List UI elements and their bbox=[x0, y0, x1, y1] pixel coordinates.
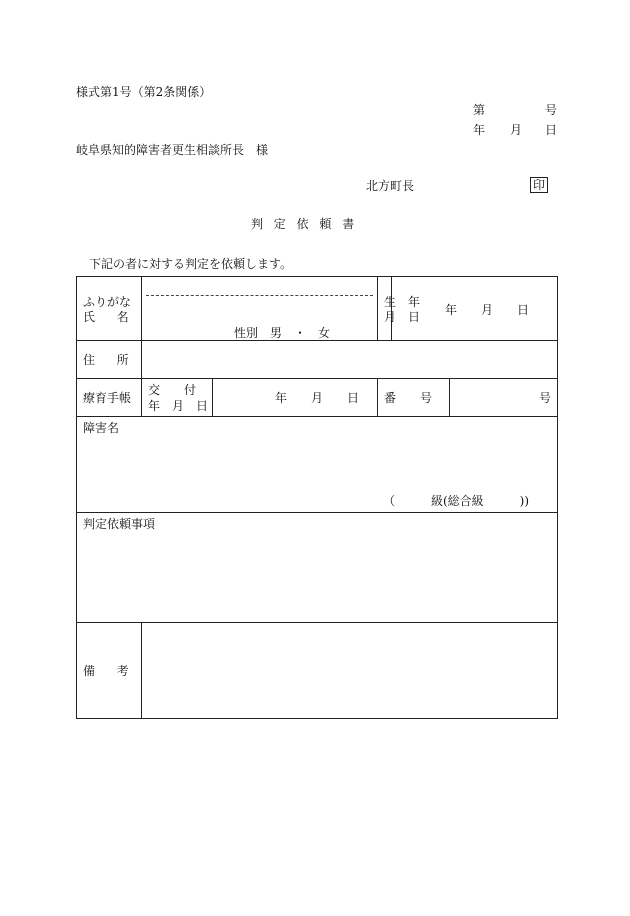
remarks-label: 備 考 bbox=[83, 664, 134, 678]
grade-field: （ 級(総合級 )) bbox=[383, 494, 530, 508]
doc-number-label-suffix: 号 bbox=[545, 103, 558, 117]
seal-mark bbox=[530, 177, 548, 193]
date-month-label: 月 bbox=[510, 123, 523, 137]
notebook-label-cell bbox=[77, 379, 142, 417]
number-label-cell bbox=[378, 379, 450, 417]
request-items-cell[interactable] bbox=[77, 513, 558, 623]
number-label: 番 号 bbox=[384, 391, 433, 405]
birth-label-top: 生 年 bbox=[384, 295, 421, 309]
address-label: 住 所 bbox=[83, 353, 134, 367]
form-number: 様式第1号（第2条関係） bbox=[76, 85, 212, 99]
date-year-label: 年 bbox=[473, 123, 486, 137]
furigana-label: ふりがな bbox=[83, 295, 132, 309]
intro-text: 下記の者に対する判定を依頼します。 bbox=[89, 257, 293, 271]
remarks-input-cell[interactable] bbox=[142, 623, 558, 719]
birth-label-cell bbox=[378, 277, 421, 341]
notebook-label: 療育手帳 bbox=[83, 391, 132, 405]
address-input-cell[interactable] bbox=[142, 341, 558, 379]
issue-date-cell[interactable] bbox=[213, 379, 378, 417]
issue-label-top: 交 付 bbox=[148, 383, 197, 397]
disability-cell[interactable] bbox=[77, 417, 558, 513]
date-day-label: 日 bbox=[545, 123, 558, 137]
name-input-cell[interactable] bbox=[142, 277, 378, 341]
birth-label-bottom: 月 日 bbox=[384, 310, 421, 324]
request-items-label: 判定依頼事項 bbox=[83, 517, 156, 531]
gender-field: 性別 男 ・ 女 bbox=[234, 326, 331, 340]
document-title: 判定依頼書 bbox=[251, 217, 366, 231]
addressee: 岐阜県知的障害者更生相談所長 様 bbox=[76, 143, 269, 157]
furigana-divider bbox=[146, 295, 373, 296]
sender: 北方町長 bbox=[366, 179, 415, 193]
number-input-cell[interactable] bbox=[450, 379, 558, 417]
birth-date-field: 年 月 日 bbox=[445, 303, 530, 317]
seal-mark-label: 印 bbox=[530, 177, 548, 193]
name-label: 氏 名 bbox=[83, 310, 134, 324]
birth-date-cell[interactable] bbox=[392, 277, 558, 341]
request-form-table bbox=[76, 276, 558, 719]
address-label-cell bbox=[77, 341, 142, 379]
issue-label-cell bbox=[142, 379, 213, 417]
disability-label: 障害名 bbox=[83, 421, 120, 435]
issue-date-field: 年 月 日 bbox=[275, 391, 360, 405]
name-label-cell bbox=[77, 277, 142, 341]
remarks-label-cell bbox=[77, 623, 142, 719]
number-suffix: 号 bbox=[539, 391, 552, 405]
issue-label-bottom: 年 月 日 bbox=[148, 399, 209, 413]
doc-number-label-prefix: 第 bbox=[473, 103, 486, 117]
